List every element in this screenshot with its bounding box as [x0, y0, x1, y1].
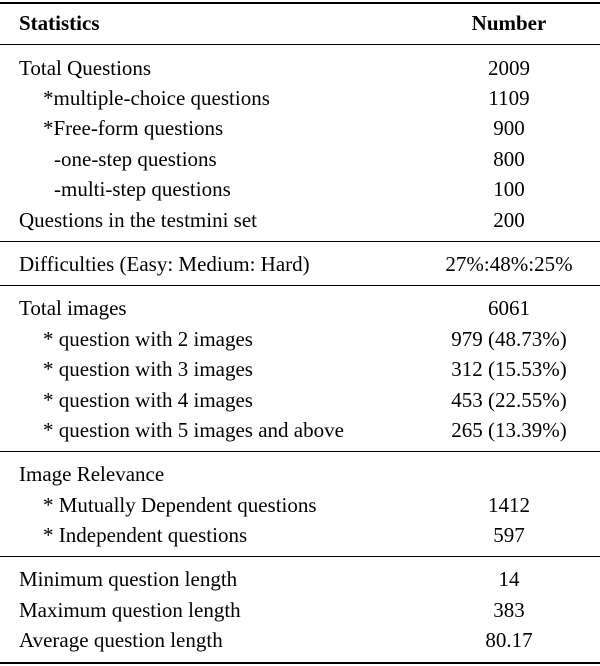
row-value: 1412: [488, 493, 530, 517]
row-label: * question with 4 images: [43, 388, 253, 412]
table-row: [0, 53, 600, 83]
row-value: 800: [493, 147, 525, 171]
table-row: [0, 625, 600, 655]
row-label: Total images: [19, 296, 127, 320]
header-number: Number: [471, 11, 547, 35]
table-header: [0, 8, 600, 38]
group-rule: [0, 285, 600, 286]
row-value: 2009: [488, 56, 530, 80]
table-row: [0, 520, 600, 550]
row-label: * Mutually Dependent questions: [43, 493, 317, 517]
row-label: Minimum question length: [19, 567, 238, 591]
table-row: [0, 459, 600, 489]
row-value: 900: [493, 116, 525, 140]
table-row: [0, 490, 600, 520]
row-value: 6061: [488, 296, 530, 320]
row-value: 100: [493, 177, 525, 201]
row-label: *Free-form questions: [43, 116, 224, 140]
group-rule: [0, 451, 600, 452]
row-label: * question with 2 images: [43, 327, 253, 351]
row-value: 200: [493, 208, 525, 232]
group-rule: [0, 241, 600, 242]
header-rule: [0, 44, 600, 45]
row-label: * Independent questions: [43, 523, 248, 547]
header-statistics: Statistics: [19, 11, 100, 35]
row-value: 383: [493, 598, 525, 622]
table-row: [0, 293, 600, 323]
table-row: [0, 385, 600, 415]
table-row: [0, 174, 600, 204]
table-row: [0, 83, 600, 113]
bottom-rule: [0, 662, 600, 664]
row-value: 597: [493, 523, 525, 547]
row-value: 453 (22.55%): [451, 388, 567, 412]
row-label: -multi-step questions: [54, 177, 231, 201]
row-label: * question with 5 images and above: [43, 418, 344, 442]
row-label: Difficulties (Easy: Medium: Hard): [19, 252, 310, 276]
table-row: [0, 564, 600, 594]
row-label: Average question length: [19, 628, 223, 652]
row-label: Maximum question length: [19, 598, 241, 622]
top-rule: [0, 2, 600, 4]
table-row: [0, 324, 600, 354]
table-row: [0, 113, 600, 143]
table-row: [0, 144, 600, 174]
row-value: 27%:48%:25%: [445, 252, 573, 276]
row-label: * question with 3 images: [43, 357, 253, 381]
table-row: [0, 249, 600, 279]
row-value: 14: [498, 567, 520, 591]
row-label: Questions in the testmini set: [19, 208, 257, 232]
row-label: Image Relevance: [19, 462, 165, 486]
row-label: *multiple-choice questions: [43, 86, 270, 110]
table-row: [0, 354, 600, 384]
group-rule: [0, 556, 600, 557]
table-row: [0, 595, 600, 625]
table-row: [0, 205, 600, 235]
row-label: Total Questions: [19, 56, 152, 80]
row-value: 312 (15.53%): [451, 357, 567, 381]
row-value: 1109: [488, 86, 530, 110]
table-row: [0, 415, 600, 445]
row-label: -one-step questions: [54, 147, 217, 171]
row-value: 80.17: [485, 628, 533, 652]
row-value: 265 (13.39%): [451, 418, 567, 442]
row-value: 979 (48.73%): [451, 327, 567, 351]
